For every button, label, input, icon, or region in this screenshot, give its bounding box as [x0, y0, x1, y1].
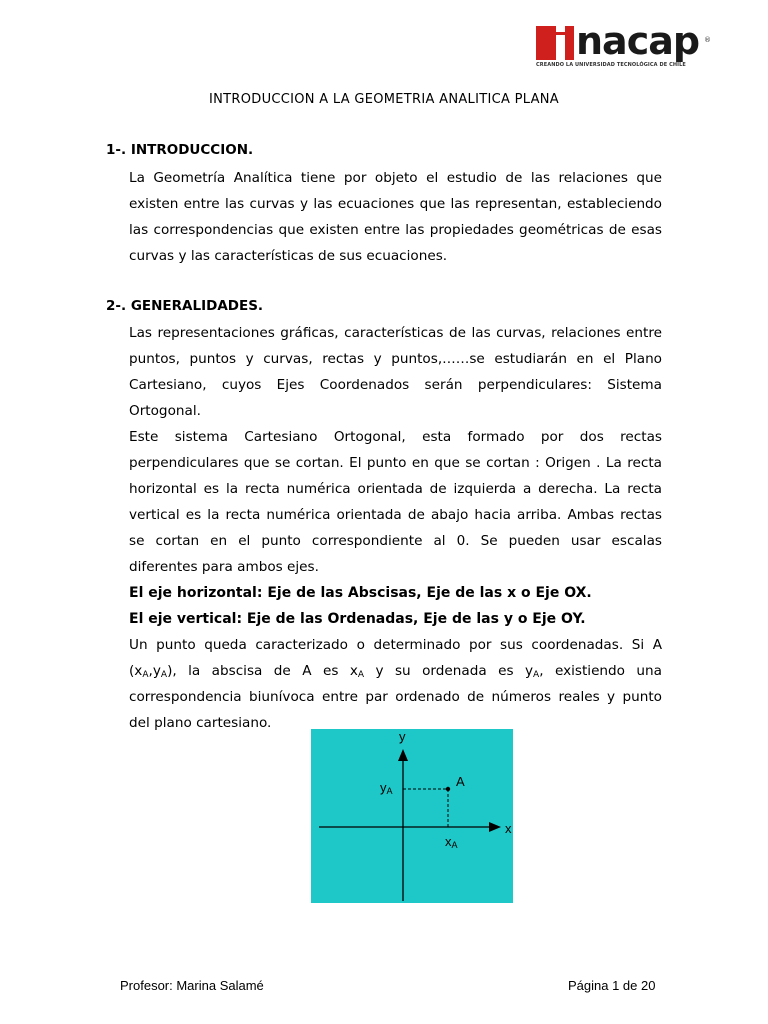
- xa-base: x: [445, 834, 452, 849]
- xa-subscript: A: [451, 840, 458, 850]
- x-axis-arrowhead: [489, 822, 501, 832]
- paragraph-line: puntos, puntos y curvas, rectas y puntos,……se estudiarán en el Plano: [129, 351, 662, 367]
- x-axis-label: x: [505, 821, 512, 836]
- subscript-a: A: [533, 670, 540, 680]
- section1-paragraph: [129, 165, 662, 269]
- cartesian-diagram-svg: [311, 729, 513, 903]
- paragraph-line: del plano cartesiano.: [129, 715, 272, 731]
- document-title: INTRODUCCION A LA GEOMETRIA ANALITICA PLANA: [209, 92, 559, 107]
- text-run: , existiendo una: [539, 663, 662, 679]
- logo-wordmark: nacap: [576, 19, 700, 63]
- paragraph-line: curvas y las características de sus ecuaciones.: [129, 248, 448, 264]
- paragraph-line: correspondencia biunívoca entre par ordenado de números reales y punto: [129, 689, 662, 705]
- footer-page-number: Página 1 de 20: [568, 978, 656, 993]
- subscript-a: A: [160, 670, 168, 680]
- xa-label: [445, 834, 458, 849]
- subscript-a: A: [142, 670, 149, 680]
- text-run: ,y: [148, 663, 161, 679]
- y-axis-arrowhead: [398, 749, 408, 761]
- text-run: (x: [129, 663, 143, 679]
- ya-label: [380, 780, 393, 795]
- paragraph-line: Las representaciones gráficas, características de las curvas, relaciones entre: [129, 325, 662, 341]
- y-axis-label: y: [399, 729, 406, 744]
- point-a-label: A: [456, 774, 465, 789]
- paragraph-line: vertical es la recta numérica orientada de abajo hacia arriba. Ambas rectas: [129, 507, 662, 523]
- paragraph-line: existen entre las curvas y las ecuaciones que las representan, estableciendo: [129, 196, 662, 212]
- paragraph-line: las correspondencias que existen entre las propiedades geométricas de esas: [129, 222, 662, 238]
- section2-paragraph: [129, 320, 662, 736]
- section2-heading: 2-. GENERALIDADES.: [106, 298, 264, 314]
- text-run: ), la abscisa de A es x: [167, 663, 358, 679]
- paragraph-line: Este sistema Cartesiano Ortogonal, esta formado por dos rectas: [129, 429, 662, 445]
- point-a-marker: [446, 787, 450, 791]
- paragraph-line: horizontal es la recta numérica orientada de izquierda a derecha. La recta: [129, 481, 662, 497]
- text-run: y su ordenada es y: [364, 663, 534, 679]
- logo-i-dot: [556, 26, 565, 32]
- paragraph-line: se cortan en el punto correspondiente al 0. Se pueden usar escalas: [129, 533, 662, 549]
- ordinate-definition: El eje vertical: Eje de las Ordenadas, Eje de las y o Eje OY.: [129, 611, 586, 627]
- paragraph-line: Cartesiano, cuyos Ejes Coordenados serán perpendiculares: Sistema: [129, 377, 662, 393]
- logo-i-stem: [556, 35, 565, 60]
- coordinates-line: [129, 658, 662, 684]
- paragraph-line: La Geometría Analítica tiene por objeto el estudio de las relaciones que: [129, 170, 662, 186]
- paragraph-line: Ortogonal.: [129, 403, 201, 419]
- section1-heading: 1-. INTRODUCCION.: [106, 142, 254, 158]
- logo-registered-mark: ®: [704, 36, 711, 44]
- cartesian-diagram: [311, 729, 513, 903]
- abscissa-definition: El eje horizontal: Eje de las Abscisas, Eje de las x o Eje OX.: [129, 585, 592, 601]
- footer-author: Profesor: Marina Salamé: [120, 978, 264, 993]
- ya-subscript: A: [386, 786, 393, 796]
- logo-tagline: CREANDO LA UNIVERSIDAD TECNOLÓGICA DE CHILE: [536, 62, 686, 68]
- paragraph-line: diferentes para ambos ejes.: [129, 559, 319, 575]
- paragraph-line: perpendiculares que se cortan. El punto en que se cortan : Origen . La recta: [129, 455, 662, 471]
- subscript-a: A: [357, 670, 365, 680]
- inacap-logo: [536, 19, 711, 72]
- ya-base: y: [380, 780, 387, 795]
- logo-red-block: [536, 26, 574, 60]
- paragraph-line: Un punto queda caracterizado o determinado por sus coordenadas. Si A: [129, 637, 662, 653]
